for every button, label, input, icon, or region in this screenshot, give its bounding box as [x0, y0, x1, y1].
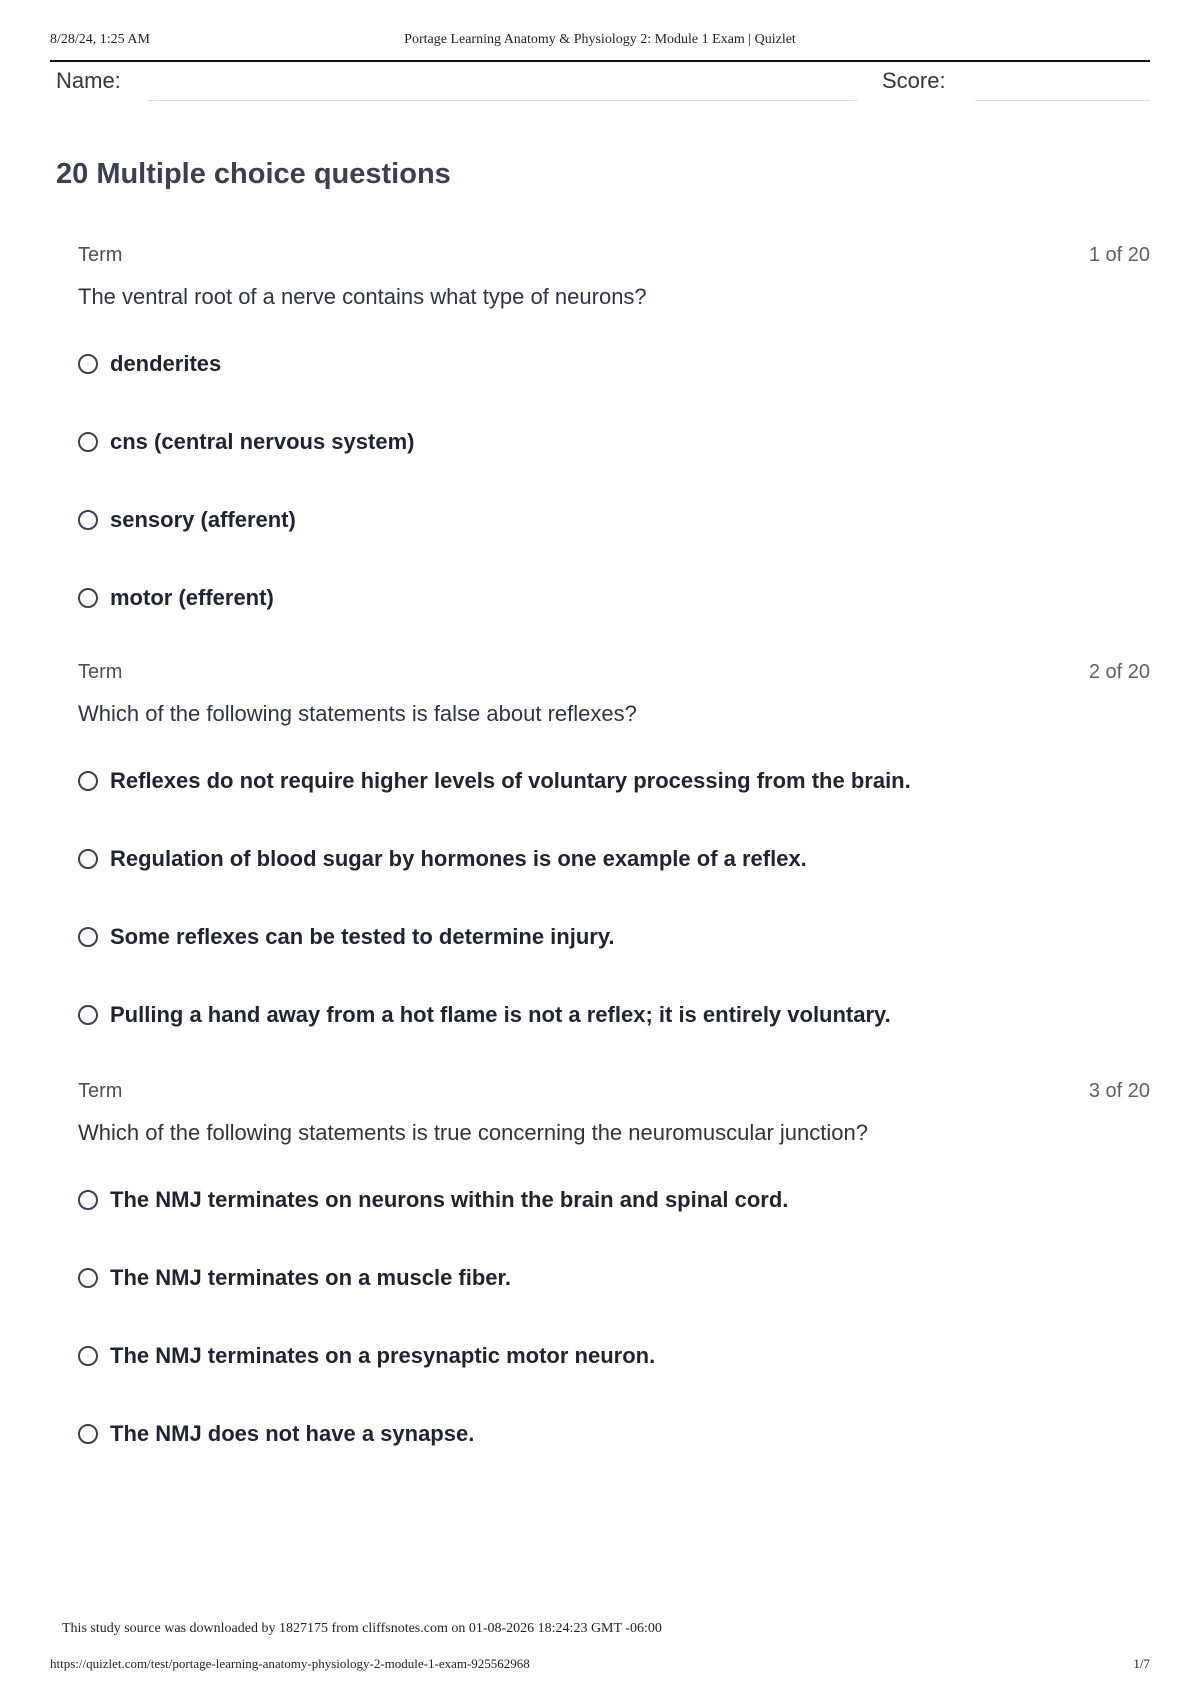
header-rule — [50, 60, 1150, 62]
radio-button[interactable] — [78, 1346, 98, 1366]
question-counter: 3 of 20 — [1088, 1080, 1150, 1102]
source-note: This study source was downloaded by 1827175 from cliffsnotes.com on 01-08-2026 18:24:23 GMT -06:00 — [62, 1621, 662, 1636]
name-field[interactable] — [148, 100, 858, 101]
print-header — [50, 28, 1150, 50]
option-label: Reflexes do not require higher levels of voluntary processing from the brain. — [110, 768, 911, 793]
radio-button[interactable] — [78, 1424, 98, 1444]
answer-option[interactable] — [78, 1418, 474, 1450]
question-text: Which of the following statements is false about reflexes? — [78, 701, 637, 726]
answer-option[interactable] — [78, 1340, 655, 1372]
term-label: Term — [78, 1080, 123, 1102]
answer-option[interactable] — [78, 1184, 788, 1216]
question-counter: 1 of 20 — [1088, 244, 1150, 266]
option-label: motor (efferent) — [110, 585, 274, 610]
answer-option[interactable] — [78, 426, 414, 458]
radio-button[interactable] — [78, 849, 98, 869]
radio-button[interactable] — [78, 432, 98, 452]
option-label: Pulling a hand away from a hot flame is not a reflex; it is entirely voluntary. — [110, 1002, 891, 1027]
option-label: Regulation of blood sugar by hormones is one example of a reflex. — [110, 846, 807, 871]
answer-option[interactable] — [78, 1262, 511, 1294]
page-number: 1/7 — [1133, 1656, 1150, 1671]
answer-option[interactable] — [78, 843, 807, 875]
print-date: 8/28/24, 1:25 AM — [50, 32, 150, 47]
option-label: The NMJ does not have a synapse. — [110, 1421, 475, 1446]
radio-button[interactable] — [78, 1190, 98, 1210]
question-card — [78, 1080, 1150, 1446]
answer-option[interactable] — [78, 504, 296, 536]
question-text: The ventral root of a nerve contains what type of neurons? — [78, 284, 647, 309]
radio-button[interactable] — [78, 354, 98, 374]
option-label: The NMJ terminates on neurons within the brain and spinal cord. — [110, 1187, 789, 1212]
option-label: cns (central nervous system) — [110, 429, 415, 454]
name-label: Name: — [56, 68, 121, 93]
question-card — [78, 244, 1150, 610]
option-label: sensory (afferent) — [110, 507, 296, 532]
print-title: Portage Learning Anatomy & Physiology 2: Module 1 Exam | Quizlet — [404, 32, 796, 47]
answer-option[interactable] — [78, 999, 891, 1031]
score-label: Score: — [882, 68, 946, 93]
answer-option[interactable] — [78, 582, 274, 614]
option-label: The NMJ terminates on a muscle fiber. — [110, 1265, 512, 1290]
term-label: Term — [78, 244, 123, 266]
question-counter: 2 of 20 — [1088, 661, 1150, 683]
answer-option[interactable] — [78, 765, 911, 797]
question-card — [78, 661, 1150, 1027]
radio-button[interactable] — [78, 927, 98, 947]
term-label: Term — [78, 661, 123, 683]
radio-button[interactable] — [78, 510, 98, 530]
radio-button[interactable] — [78, 1268, 98, 1288]
option-label: Some reflexes can be tested to determine injury. — [110, 924, 615, 949]
radio-button[interactable] — [78, 588, 98, 608]
radio-button[interactable] — [78, 1005, 98, 1025]
answer-option[interactable] — [78, 348, 221, 380]
question-text: Which of the following statements is true concerning the neuromuscular junction? — [78, 1120, 868, 1145]
option-label: denderites — [110, 351, 222, 376]
option-label: The NMJ terminates on a presynaptic motor neuron. — [110, 1343, 656, 1368]
section-title: 20 Multiple choice questions — [56, 158, 451, 190]
radio-button[interactable] — [78, 771, 98, 791]
page-url: https://quizlet.com/test/portage-learning-anatomy-physiology-2-module-1-exam-925562968 — [50, 1656, 530, 1671]
score-field[interactable] — [975, 100, 1150, 101]
answer-option[interactable] — [78, 921, 615, 953]
